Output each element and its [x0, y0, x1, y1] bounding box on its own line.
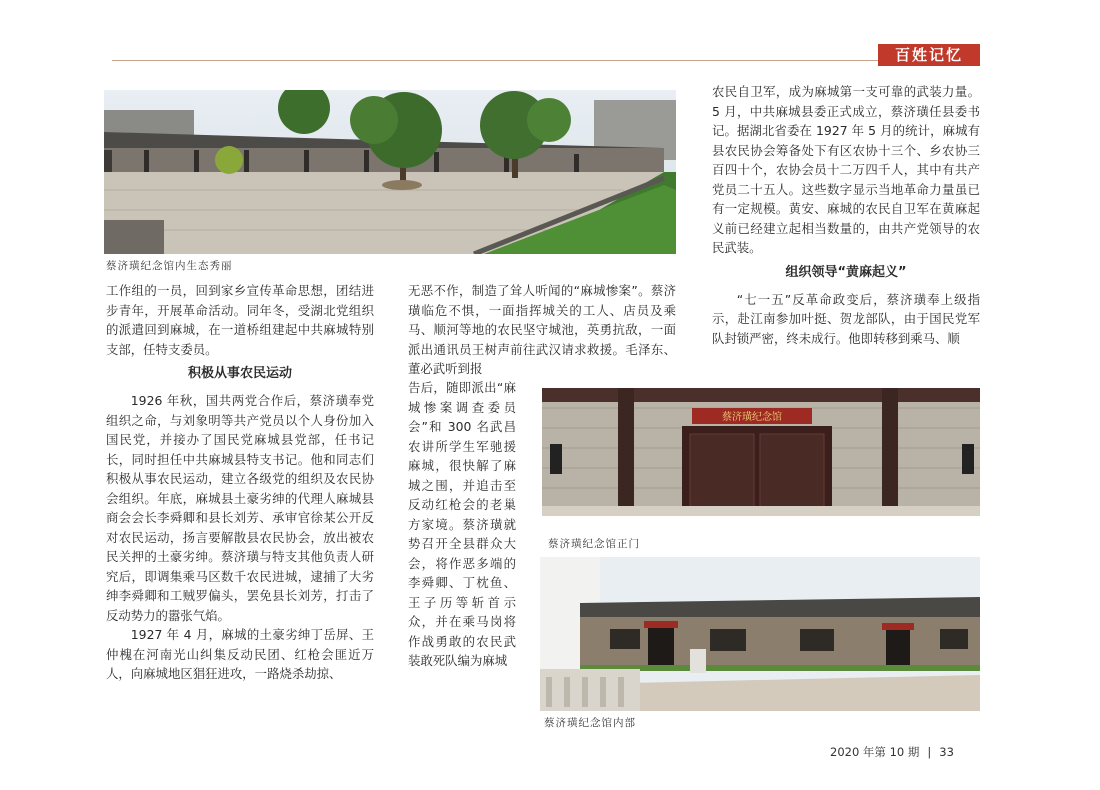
gate-sign-text: 蔡济璜纪念馆: [722, 412, 782, 423]
courtyard-illustration: [104, 90, 676, 254]
main-gate-illustration: [542, 388, 980, 516]
paragraph: 1927 年 4 月，麻城的土豪劣绅丁岳屏、王仲槐在河南光山纠集反动民团、红枪会匪近万人，向麻城地区猖狂进攻，一路烧杀劫掠、: [106, 627, 374, 681]
page-number: 33: [939, 745, 954, 759]
main-gate-photo: [542, 388, 980, 516]
paragraph: 工作组的一员，回到家乡宣传革命思想，团结进步青年，开展革命活动。同年冬，受湖北党组织的派遣回到麻城，在一道桥组建起中共麻城特别支部，任特支委员。: [106, 283, 374, 357]
paragraph: 告后，随即派出“麻城惨案调查委员会”和 300 名武昌农讲所学生军驰援麻城，很快解了麻城之围，并追击至反动红枪会的老巢方家境。蔡济璜就势召开全县群众大会，将作恶多端的李舜卿、丁枕鱼、王子历等斩首示众，并在乘马岗将作战勇敢的农民武装敢死队编为麻城: [408, 380, 516, 668]
main-gate-caption: 蔡济璜纪念馆正门: [548, 538, 640, 550]
article-column-2: [408, 281, 676, 379]
header-rule: [112, 60, 980, 61]
section-tag: 百姓记忆: [878, 44, 980, 66]
section-heading: 积极从事农民运动: [187, 366, 292, 381]
interior-illustration: [540, 557, 980, 711]
paragraph: 农民自卫军，成为麻城第一支可靠的武装力量。5 月，中共麻城县委正式成立，蔡济璜任县委书记。据湖北省委在 1927 年 5 月的统计，麻城有县农民协会筹备处下有区农协十三个、乡农协三百四十个，农协会员十二万四千人，其中有共产党员二十五人。这些数字显示当地革命力量虽已有一定规模。黄安、麻城的农民自卫军在黄麻起义前已经建立起相当数量的，由共产党领导的农民武装。: [712, 84, 980, 255]
article-column-3: [712, 82, 980, 348]
article-column-2-narrow: [408, 378, 516, 671]
interior-photo: [540, 557, 980, 711]
section-heading: 组织领导“黄麻起义”: [785, 264, 907, 280]
article-column-1: [106, 281, 374, 684]
issue-label: 2020 年第 10 期: [830, 745, 920, 759]
paragraph: 无恶不作，制造了耸人听闻的“麻城惨案”。蔡济璜临危不惧，一面指挥城关的工人、店员及乘马、顺河等地的农民坚守城池，英勇抗敌，一面派出通讯员王树声前往武汉请求救援。毛泽东、董必武听到报: [408, 283, 676, 376]
courtyard-photo: [104, 90, 676, 254]
interior-caption: 蔡济璜纪念馆内部: [544, 717, 636, 729]
page-footer: 2020 年第 10 期 | 33: [830, 745, 954, 759]
paragraph: “七一五”反革命政变后，蔡济璜奉上级指示，赴江南参加叶挺、贺龙部队，由于国民党军队封锁严密，终未成行。他即转移到乘马、顺: [712, 291, 980, 346]
courtyard-photo-caption: 蔡济璜纪念馆内生态秀丽: [106, 260, 233, 272]
paragraph: 1926 年秋，国共两党合作后，蔡济璜奉党组织之命，与刘象明等共产党员以个人身份加入国民党，并接办了国民党麻城县党部，任书记长，同时担任中共麻城县特支书记。他和同志们积极从事农民运动，建立各级党的组织及农民协会组织。年底，麻城县土豪劣绅的代理人麻城县商会会长李舜卿和县长刘芳、承审官徐某公开反对农民运动，扬言要解散县农民协会，放出被农民关押的土豪劣绅。蔡济璜与特支其他负责人研究后，即调集乘马区数千农民进城，逮捕了大劣绅李舜卿和工贼罗偏头，罢免县长刘芳，打击了反动势力的嚣张气焰。: [106, 393, 374, 623]
